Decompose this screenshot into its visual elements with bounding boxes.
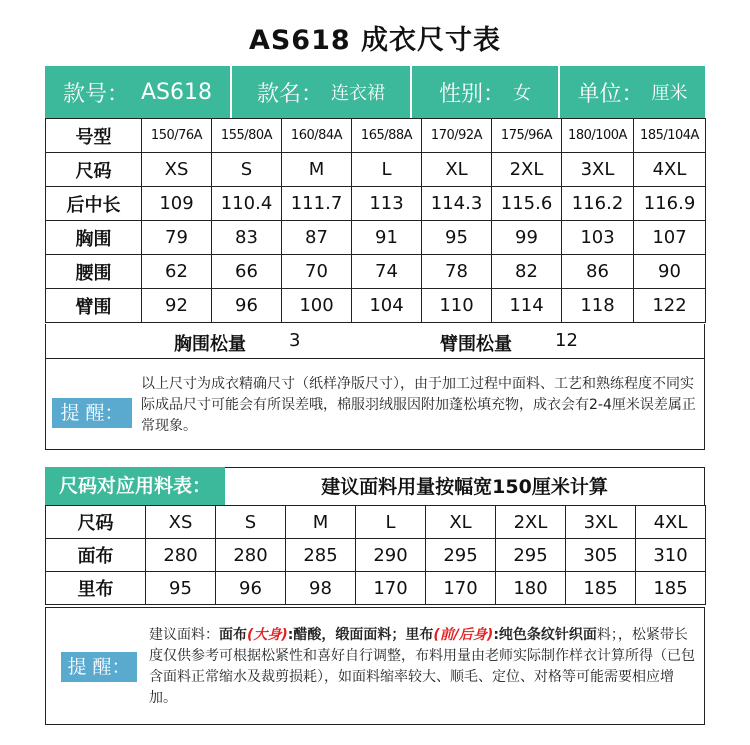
table-cell: M	[282, 153, 352, 187]
table-cell: 3XL	[566, 506, 636, 539]
table-cell: 2XL	[492, 153, 562, 187]
text-run: 面布	[219, 627, 247, 643]
size-chart-table	[45, 118, 706, 323]
text-run-emphasis: (大身)	[247, 627, 288, 643]
reminder-tag: 提 醒：	[61, 652, 137, 682]
table-cell: S	[212, 153, 282, 187]
table-cell: 96	[216, 572, 286, 605]
row-label: 尺码	[46, 506, 146, 539]
gender-value: 女	[513, 83, 531, 104]
table-cell: 114.3	[422, 187, 492, 221]
row-label: 腰围	[46, 255, 142, 289]
table-cell: 99	[492, 221, 562, 255]
table-cell: 180/100A	[562, 119, 634, 153]
table-cell: 113	[352, 187, 422, 221]
product-info-bar	[45, 66, 705, 118]
table-cell: 160/84A	[282, 119, 352, 153]
text-run: 建议面料：	[149, 627, 219, 643]
name-label: 款名：	[256, 81, 323, 107]
table-cell: XL	[422, 153, 492, 187]
table-cell: 285	[286, 539, 356, 572]
style-no-value: AS618	[141, 79, 213, 105]
row-label: 后中长	[46, 187, 142, 221]
table-cell: M	[286, 506, 356, 539]
table-cell: 87	[282, 221, 352, 255]
table-cell: 109	[142, 187, 212, 221]
table-cell: 180	[496, 572, 566, 605]
gender-cell	[412, 66, 560, 118]
table-cell: 90	[634, 255, 706, 289]
table-row	[46, 506, 706, 539]
table-cell: 122	[634, 289, 706, 323]
name-cell	[232, 66, 412, 118]
table-cell: 4XL	[634, 153, 706, 187]
table-cell: 110	[422, 289, 492, 323]
table-cell: 185/104A	[634, 119, 706, 153]
table-cell: S	[216, 506, 286, 539]
table-cell: 150/76A	[142, 119, 212, 153]
table-cell: 115.6	[492, 187, 562, 221]
table-cell: L	[356, 506, 426, 539]
table-cell: 82	[492, 255, 562, 289]
table-cell: 95	[146, 572, 216, 605]
table-cell: 155/80A	[212, 119, 282, 153]
table-cell: 70	[282, 255, 352, 289]
row-label: 里布	[46, 572, 146, 605]
reminder-box-1	[45, 358, 705, 450]
table-cell: 107	[634, 221, 706, 255]
table-cell: 295	[496, 539, 566, 572]
unit-label: 单位：	[577, 81, 644, 107]
fabric-calc-note: 建议面料用量按幅宽150厘米计算	[225, 467, 705, 505]
table-cell: 2XL	[496, 506, 566, 539]
row-label: 臂围	[46, 289, 142, 323]
row-label: 号型	[46, 119, 142, 153]
page-title: AS618 成衣尺寸表	[248, 25, 502, 56]
table-cell: 74	[352, 255, 422, 289]
table-row	[46, 289, 706, 323]
table-cell: 100	[282, 289, 352, 323]
table-cell: 79	[142, 221, 212, 255]
table-row	[46, 255, 706, 289]
table-cell: L	[352, 153, 422, 187]
table-cell: 78	[422, 255, 492, 289]
table-cell: 295	[426, 539, 496, 572]
table-cell: 118	[562, 289, 634, 323]
reminder-box-2	[45, 607, 705, 725]
table-cell: XS	[142, 153, 212, 187]
unit-cell	[560, 66, 705, 118]
table-row	[46, 187, 706, 221]
text-run: 料；，松紧带长度仅供参考可根据松紧性和喜好自行调整，布料用量由老师实际制作样衣计算所得（已包含面料正常缩水及裁剪损耗），如面料缩率较大、顺毛、定位、对格等可能需要相应增加。	[149, 627, 695, 706]
chest-ease-value: 3	[289, 330, 301, 351]
name-value: 连衣裙	[331, 83, 385, 104]
table-cell: 116.9	[634, 187, 706, 221]
table-row	[46, 153, 706, 187]
table-cell: 62	[142, 255, 212, 289]
chest-ease-label: 胸围松量	[174, 334, 246, 355]
table-cell: 165/88A	[352, 119, 422, 153]
table-cell: 96	[212, 289, 282, 323]
table-cell: 116.2	[562, 187, 634, 221]
text-run: :醋酸，缎面面料；里布	[287, 627, 434, 643]
table-cell: 95	[422, 221, 492, 255]
table-cell: 175/96A	[492, 119, 562, 153]
table-cell: 280	[216, 539, 286, 572]
row-label: 尺码	[46, 153, 142, 187]
table-cell: 170/92A	[422, 119, 492, 153]
table-cell: 110.4	[212, 187, 282, 221]
ease-row	[45, 324, 705, 358]
table-cell: 104	[352, 289, 422, 323]
style-no-label: 款号：	[62, 81, 129, 107]
unit-value: 厘米	[651, 83, 688, 104]
table-cell: XL	[426, 506, 496, 539]
fabric-usage-table	[45, 505, 706, 605]
table-cell: 86	[562, 255, 634, 289]
text-run-emphasis: (前/后身)	[433, 627, 494, 643]
text-run: :纯色条纹针织面	[493, 627, 597, 643]
table-row	[46, 119, 706, 153]
table-row	[46, 539, 706, 572]
table-cell: 305	[566, 539, 636, 572]
arm-ease-value: 12	[555, 330, 578, 351]
table-cell: 92	[142, 289, 212, 323]
style-no-cell	[45, 66, 232, 118]
fabric-section-title: 尺码对应用料表：	[45, 467, 225, 505]
table-cell: 91	[352, 221, 422, 255]
row-label: 面布	[46, 539, 146, 572]
table-cell: 103	[562, 221, 634, 255]
table-row	[46, 572, 706, 605]
table-cell: XS	[146, 506, 216, 539]
table-cell: 66	[212, 255, 282, 289]
arm-ease-label: 臂围松量	[440, 334, 512, 355]
table-cell: 185	[566, 572, 636, 605]
table-cell: 83	[212, 221, 282, 255]
reminder-text	[149, 625, 697, 709]
table-cell: 3XL	[562, 153, 634, 187]
table-cell: 4XL	[636, 506, 706, 539]
table-cell: 280	[146, 539, 216, 572]
table-cell: 170	[426, 572, 496, 605]
row-label: 胸围	[46, 221, 142, 255]
table-row	[46, 221, 706, 255]
table-cell: 98	[286, 572, 356, 605]
reminder-tag: 提 醒：	[52, 398, 132, 428]
table-cell: 114	[492, 289, 562, 323]
table-cell: 290	[356, 539, 426, 572]
table-cell: 185	[636, 572, 706, 605]
gender-label: 性别：	[438, 81, 505, 107]
table-cell: 111.7	[282, 187, 352, 221]
reminder-text: 以上尺寸为成衣精确尺寸（纸样净版尺寸），由于加工过程中面料、工艺和熟练程度不同实际成品尺寸可能会有所误差哦，棉服羽绒服因附加蓬松填充物，成衣会有2-4厘米误差属正常现象。	[141, 376, 696, 434]
table-cell: 310	[636, 539, 706, 572]
table-cell: 170	[356, 572, 426, 605]
